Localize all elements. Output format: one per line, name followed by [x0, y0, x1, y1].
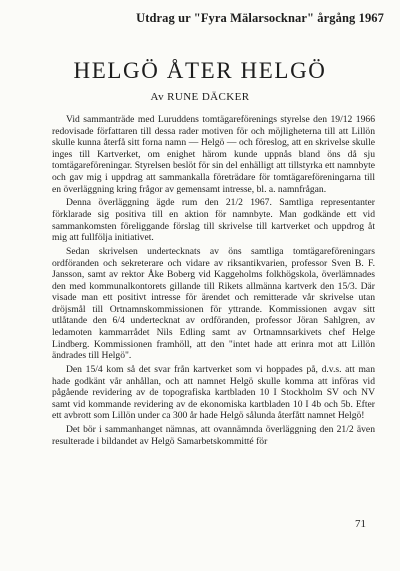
paragraph: Den 15/4 kom så det svar från kartverket som vi hoppades på, d.v.s. att man hade godkänt vår anhållan, och att namnet Helgö skulle komma att införas vid pågående revidering av de topografiska kartbladen 10 I Stockholm SV och NV samt vid kommande revidering av de ekonomiska kartbladen 10 I 4b och 5b. Efter ett avbrott som Lillön under ca 300 år hade Helgö sålunda återfått namnet Helgö!: [52, 364, 375, 422]
page-number: 71: [355, 518, 366, 530]
paragraph: Sedan skrivelsen undertecknats av öns samtliga tomtägareföreningars ordföranden och sekreterare och vidare av riksantikvarien, professor Sven B. F. Jansson, samt av rektor Åke Boberg vid Kaggeholms folkhögskola, överlämnades den med kommunalkontorets gillande till Rikets allmänna kartverk den 15/3. Där visade man ett positivt intresse för ärendet och remitterade vår skrivelse utan dröjsmål till Ortnamnskommissionen för yttrande. Kommissionen avgav sitt utlåtande den 6/4 undertecknat av ordföranden, professor Jöran Sahlgren, av ledamoten kammarrådet Nils Edling samt av Ortnamnsarkivets chef Helge Lindberg. Kommissionen framhöll, att den "intet hade att erinra mot att Lillön ändrades till Helgö".: [52, 245, 375, 362]
paragraph: Vid sammanträde med Luruddens tomtägareförenings styrelse den 19/12 1966 redovisade författaren till dessa rader motiven för och möjligheterna till att Lillön skulle kunna återfå sitt forna namn — Helgö — och föreslog, att en skrivelse skulle inges till Kartverket, om enighet härom kunde uppnås bland öns då sju tomtägareföreningar. Styrelsen beslöt för sin del enhälligt att tillstyrka ett namnbyte och gav mig i uppdrag att sammankalla företrädare för tomtägareföreningarna till en överläggning kring frågor av gemensamt intresse, bl. a. namnfrågan.: [52, 114, 375, 195]
paragraph: Denna överläggning ägde rum den 21/2 1967. Samtliga representanter förklarade sig positiva till en aktion för namnbyte. Man godkände ett vid sammankomsten föreliggande förslag till skrivelse till kartverket och uppdrog åt mig att fullfölja initiativet.: [52, 197, 375, 244]
article-title: HELGÖ ÅTER HELGÖ: [73, 58, 327, 83]
article-body: [52, 114, 375, 450]
article-byline: Av RUNE DÄCKER: [150, 91, 250, 103]
running-header: Utdrag ur "Fyra Mälarsocknar" årgång 1967: [136, 11, 384, 25]
paragraph: Det bör i sammanhanget nämnas, att ovannämnda överläggning den 21/2 även resulterade i bildandet av Helgö Samarbetskommitté för: [52, 424, 375, 447]
